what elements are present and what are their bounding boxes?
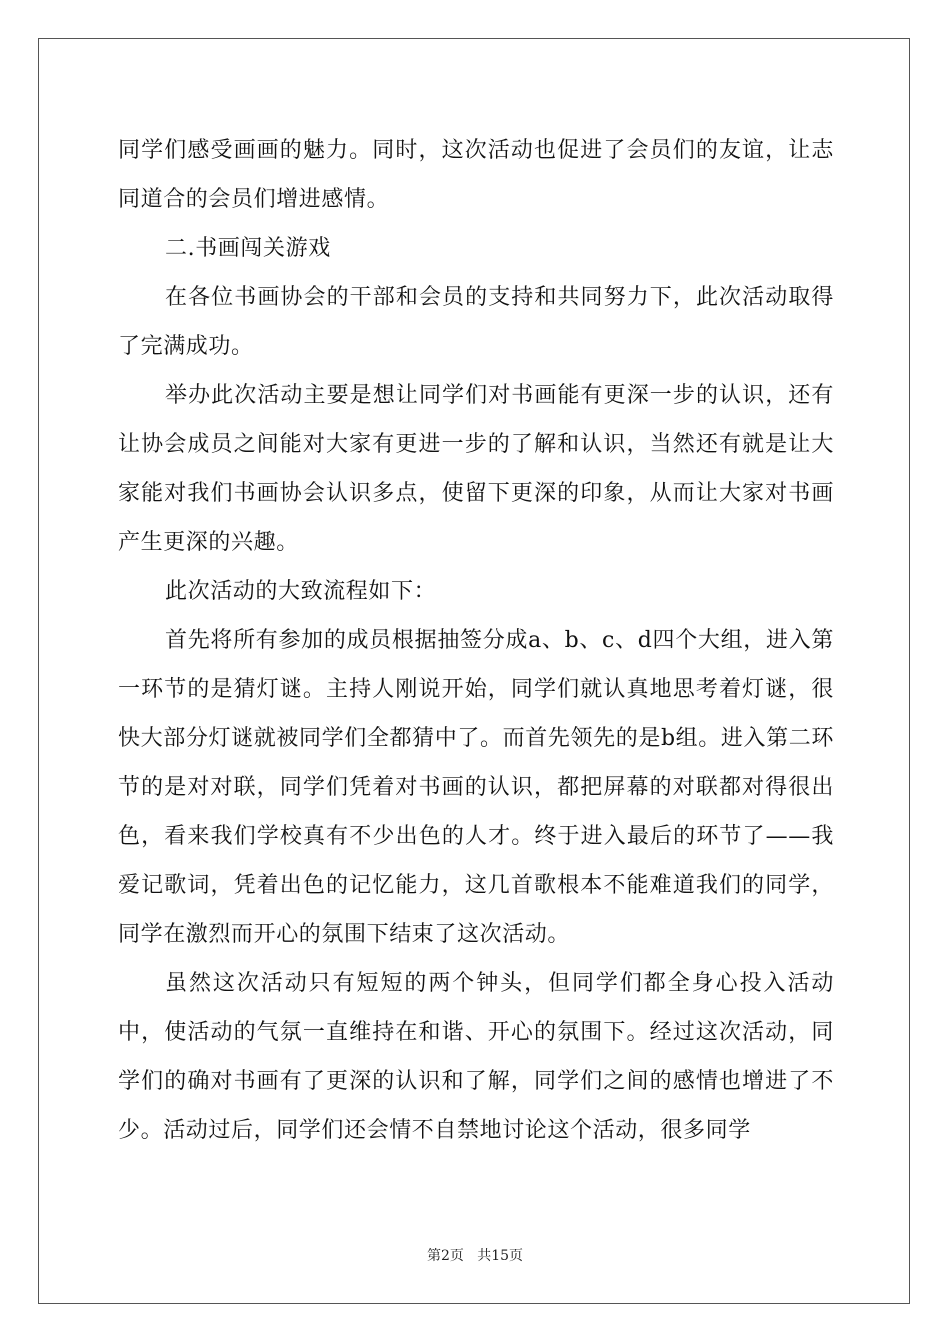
section-heading: 二.书画闯关游戏 — [165, 236, 331, 261]
paragraph-3: 举办此次活动主要是想让同学们对书画能有更深一步的认识，还有让协会成员之间能对大家有更进一步的了解和认识，当然还有就是让大家能对我们书画协会认识多点，使留下更深的印象，从而让大家对书画产生更深的兴趣。 — [118, 383, 834, 555]
page-number-footer: 第2页 共15页 — [426, 1248, 524, 1264]
paragraph-6: 虽然这次活动只有短短的两个钟头，但同学们都全身心投入活动中，使活动的气氛一直维持在和谐、开心的氛围下。经过这次活动，同学们的确对书画有了更深的认识和了解，同学们之间的感情也增进了不少。活动过后，同学们还会情不自禁地讨论这个活动，很多同学 — [118, 971, 834, 1143]
paragraph-4: 此次活动的大致流程如下： — [165, 579, 437, 604]
document-body — [118, 126, 834, 1155]
paragraph-2: 在各位书画协会的干部和会员的支持和共同努力下，此次活动取得了完满成功。 — [118, 285, 834, 359]
paragraph-5: 首先将所有参加的成员根据抽签分成a、b、c、d四个大组，进入第一环节的是猜灯谜。主持人刚说开始，同学们就认真地思考着灯谜，很快大部分灯谜就被同学们全都猜中了。而首先领先的是b组。进入第二环节的是对对联，同学们凭着对书画的认识，都把屏幕的对联都对得很出色，看来我们学校真有不少出色的人才。终于进入最后的环节了——我爱记歌词，凭着出色的记忆能力，这几首歌根本不能难道我们的同学，同学在激烈而开心的氛围下结束了这次活动。 — [118, 628, 834, 947]
paragraph-1: 同学们感受画画的魅力。同时，这次活动也促进了会员们的友谊，让志同道合的会员们增进感情。 — [118, 138, 834, 212]
